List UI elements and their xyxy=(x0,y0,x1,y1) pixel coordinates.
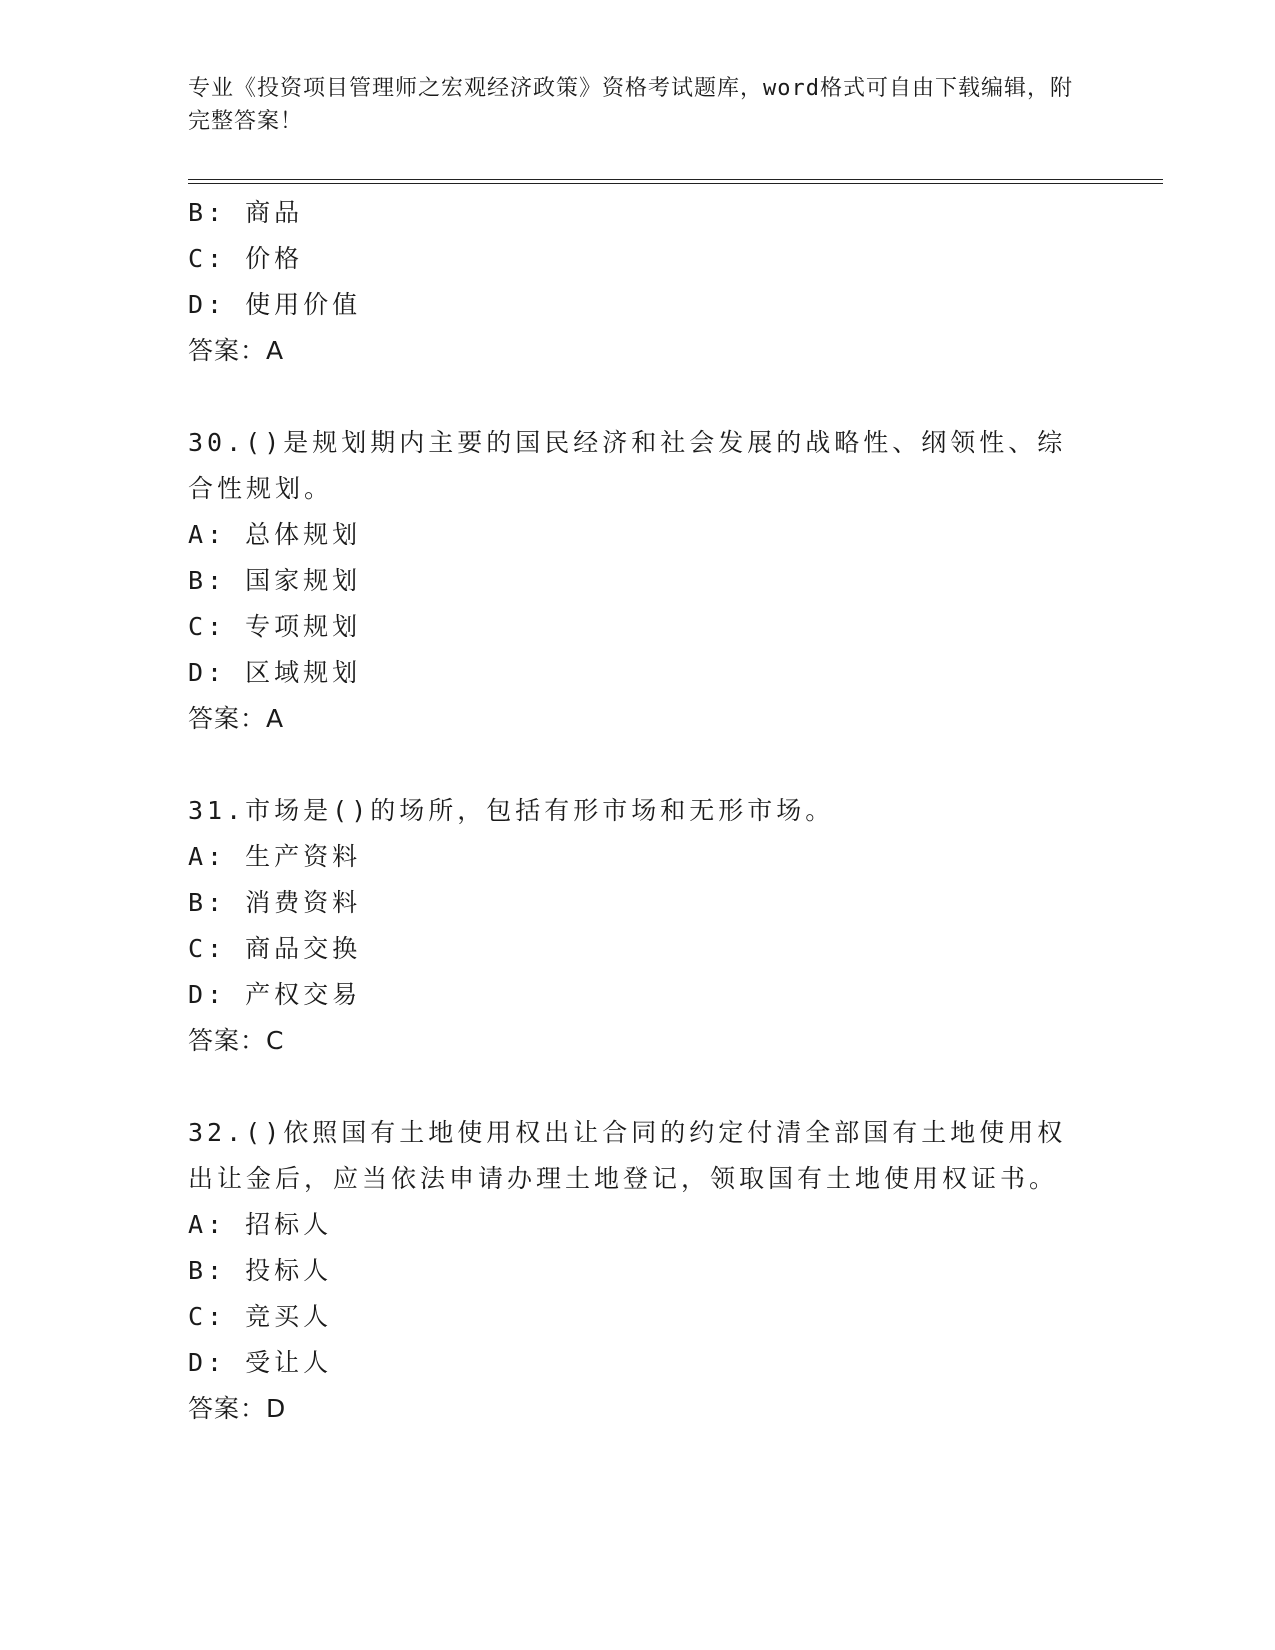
option-c: C: 价格 xyxy=(188,244,304,273)
page-header: 专业《投资项目管理师之宏观经济政策》资格考试题库，word格式可自由下载编辑，附完整答案！ xyxy=(188,76,1073,134)
question-list xyxy=(188,190,1088,1432)
option-a: A: 总体规划 xyxy=(188,520,362,549)
option-b: B: 国家规划 xyxy=(188,566,362,595)
answer: 答案：C xyxy=(188,1026,285,1055)
answer: 答案：A xyxy=(188,336,285,365)
option-b: B: 消费资料 xyxy=(188,888,362,917)
question-32 xyxy=(188,1110,1088,1432)
option-c: C: 竞买人 xyxy=(188,1302,333,1331)
option-d: D: 产权交易 xyxy=(188,980,362,1009)
option-d: D: 区域规划 xyxy=(188,658,362,687)
question-29-continuation xyxy=(188,190,1088,374)
header-rule-bottom xyxy=(188,183,1163,184)
answer: 答案：D xyxy=(188,1394,287,1423)
question-text: 31.市场是()的场所，包括有形市场和无形市场。 xyxy=(188,796,835,825)
option-b: B: 投标人 xyxy=(188,1256,333,1285)
option-a: A: 招标人 xyxy=(188,1210,333,1239)
question-text: 30.()是规划期内主要的国民经济和社会发展的战略性、纲领性、综合性规划。 xyxy=(188,428,1067,503)
option-c: C: 专项规划 xyxy=(188,612,362,641)
question-30 xyxy=(188,420,1088,742)
option-a: A: 生产资料 xyxy=(188,842,362,871)
answer: 答案：A xyxy=(188,704,285,733)
question-text: 32.()依照国有土地使用权出让合同的约定付清全部国有土地使用权出让金后，应当依法申请办理土地登记，领取国有土地使用权证书。 xyxy=(188,1118,1067,1193)
option-d: D: 受让人 xyxy=(188,1348,333,1377)
option-b: B: 商品 xyxy=(188,198,304,227)
header-rule-top xyxy=(188,179,1163,180)
question-31 xyxy=(188,788,1088,1064)
option-c: C: 商品交换 xyxy=(188,934,362,963)
option-d: D: 使用价值 xyxy=(188,290,362,319)
